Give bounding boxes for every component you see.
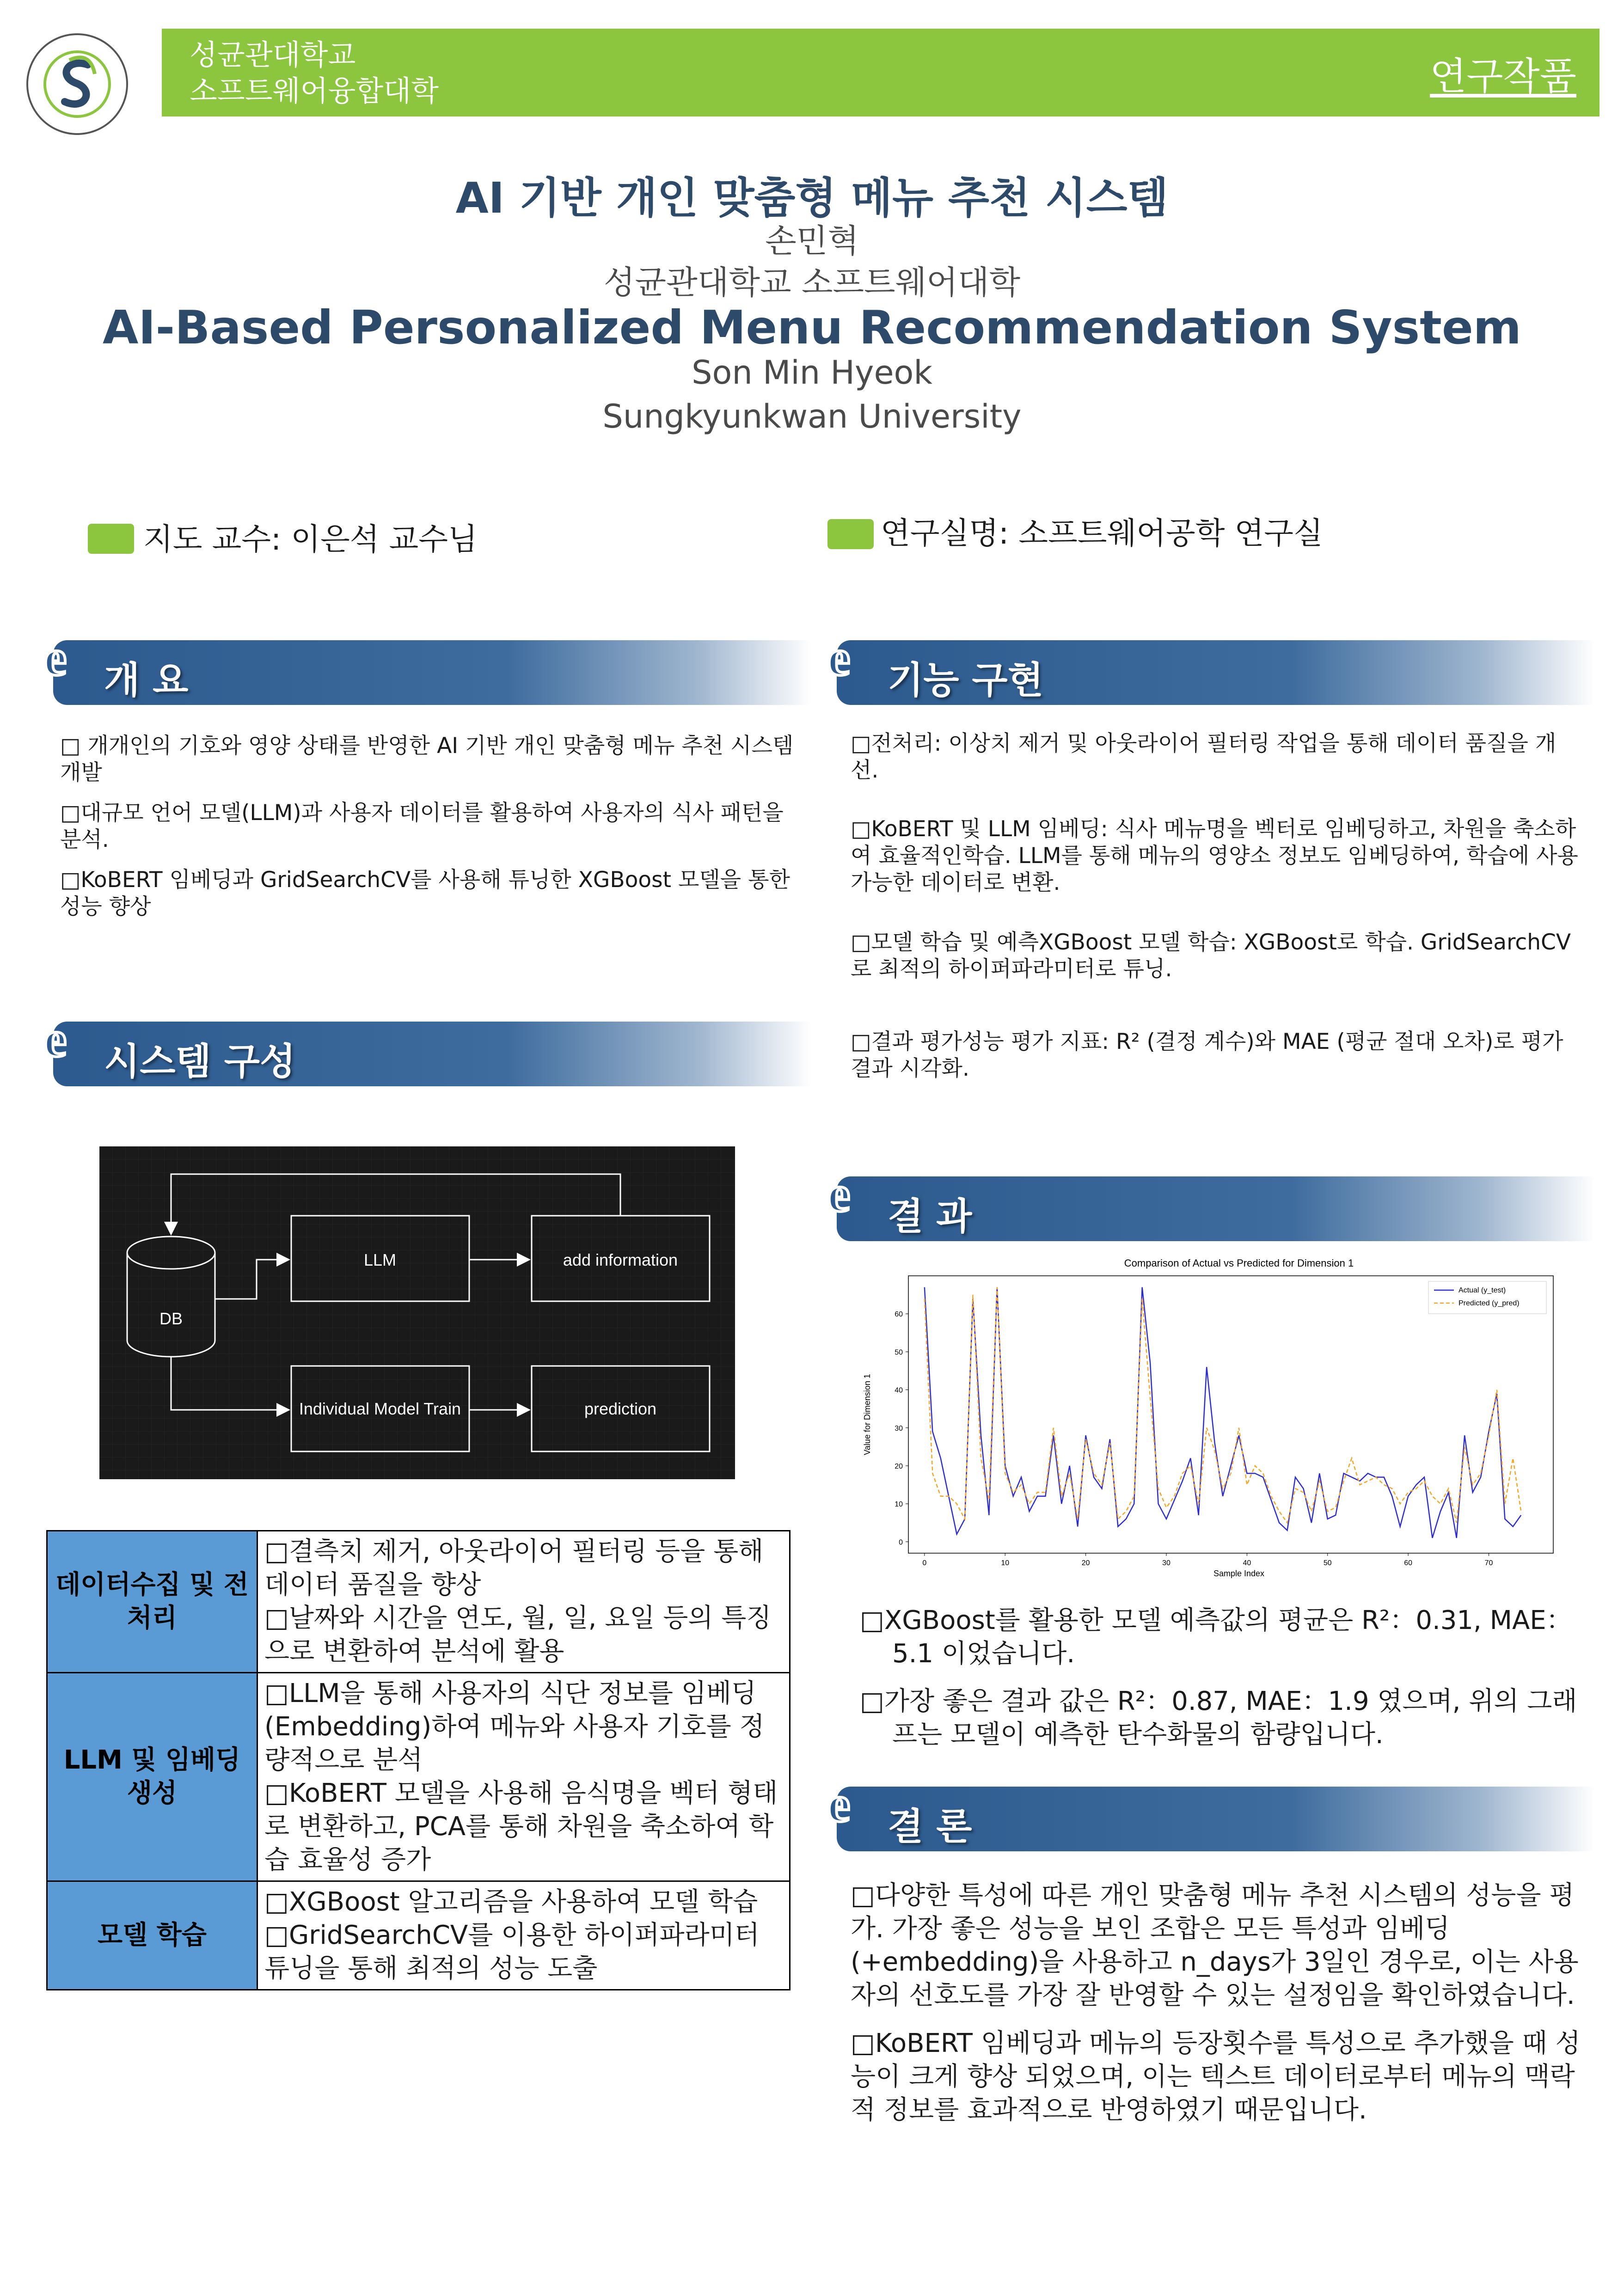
table-item: □결측치 제거, 아웃라이어 필터링 등을 통해 데이터 품질을 향상	[264, 1537, 764, 1600]
func-item-4: □결과 평가성능 평가 지표: R² (결정 계수)와 MAE (평균 절대 오차)로 평가결과 시각화.	[851, 1029, 1563, 1081]
section-title: 시스템 구성	[104, 1040, 296, 1083]
table-body-cell	[257, 1531, 790, 1673]
category-label: 연구작품	[1430, 55, 1576, 98]
func-item-2: □KoBERT 및 LLM 임베딩: 식사 메뉴명을 벡터로 임베딩하고, 차원을 축소하여 효율적인학습. LLM를 통해 메뉴의 영양소 정보도 임베딩하여, 학습에 사용 가능한 데이터로 변환.	[851, 816, 1578, 895]
y-tick-label: 60	[895, 1310, 903, 1319]
chart-title: Comparison of Actual vs Predicted for Dimension 1	[1124, 1257, 1354, 1269]
table-row	[47, 1531, 790, 1673]
table-head-cell: LLM 및 임베딩 생성	[47, 1673, 257, 1881]
overview-item-1: □ 개개인의 기호와 영양 상태를 반영한 AI 기반 개인 맞춤형 메뉴 추천 시스템 개발	[60, 733, 794, 785]
table-item: □XGBoost 알고리즘을 사용하여 모델 학습	[264, 1887, 758, 1917]
section-header-conclusion	[827, 1776, 1595, 1851]
advisor-text: 지도 교수: 이은석 교수님	[143, 521, 478, 557]
section-e-icon: e	[44, 1011, 67, 1067]
train-label: Individual Model Train	[299, 1399, 461, 1418]
x-tick-label: 20	[1081, 1559, 1090, 1567]
table-row	[47, 1673, 790, 1881]
legend-label: Predicted (y_pred)	[1459, 1299, 1520, 1307]
table-item: □LLM을 통해 사용자의 식단 정보를 임베딩(Embedding)하여 메뉴와 사용자 기호를 정량적으로 분석	[264, 1678, 765, 1775]
lab-text: 연구실명: 소프트웨어공학 연구실	[881, 515, 1323, 551]
x-tick-label: 60	[1404, 1559, 1413, 1567]
section-title: 개 요	[104, 659, 189, 702]
llm-label: LLM	[363, 1250, 397, 1269]
y-tick-label: 10	[895, 1500, 903, 1509]
chart-x-label: Sample Index	[1213, 1569, 1265, 1578]
table-item: □GridSearchCV를 이용한 하이퍼파라미터 튜닝을 통해 최적의 성능 도출	[264, 1920, 760, 1984]
x-tick-label: 0	[922, 1559, 927, 1567]
table-head-cell: 모델 학습	[47, 1881, 257, 1990]
college-name-line2: 소프트웨어융합대학	[190, 74, 439, 108]
table-body-cell	[257, 1673, 790, 1881]
conclusion-item-2: □KoBERT 임베딩과 메뉴의 등장횟수를 특성으로 추가했을 때 성능이 크게 향상 되었으며, 이는 텍스트 데이터로부터 메뉴의 맥락적 정보를 효과적으로 반영하였기 때문입니다.	[851, 2028, 1581, 2125]
section-header-results	[827, 1166, 1595, 1241]
legend-label: Actual (y_test)	[1459, 1286, 1506, 1294]
prediction-label: prediction	[584, 1399, 657, 1418]
university-logo	[25, 32, 129, 136]
lab-bullet	[827, 519, 874, 549]
author-korean: 손민혁	[765, 222, 859, 260]
table-row	[47, 1881, 790, 1990]
table-body-cell	[257, 1881, 790, 1990]
university-english: Sungkyunkwan University	[602, 398, 1022, 435]
overview-item-3: □KoBERT 임베딩과 GridSearchCV를 사용해 튜닝한 XGBoost 모델을 통한 성능 향상	[60, 867, 790, 919]
plot-frame	[908, 1276, 1553, 1553]
y-tick-label: 50	[895, 1348, 903, 1357]
section-header-system	[44, 1011, 811, 1086]
add-info-label: add information	[563, 1250, 678, 1269]
chart-legend	[1428, 1281, 1546, 1314]
result-item-1: □XGBoost를 활용한 모델 예측값의 평균은 R²：0.31, MAE：5.1 이었습니다.	[860, 1605, 1572, 1669]
conclusion-item-1: □다양한 특성에 따른 개인 맞춤형 메뉴 추천 시스템의 성능을 평가. 가장 좋은 성능을 보인 조합은 모든 특성과 임베딩(+embedding)을 사용하고 n_days가 3일인 경우로, 이는 사용자의 선호도를 가장 잘 반영할 수 있는 설정임을 확인하였습니다.	[851, 1880, 1579, 2010]
system-architecture-diagram	[99, 1146, 735, 1479]
y-tick-label: 30	[895, 1424, 903, 1433]
section-e-icon: e	[827, 1166, 850, 1222]
title-english: AI-Based Personalized Menu Recommendation System	[103, 300, 1521, 355]
section-header-overview	[44, 630, 811, 705]
results-line-chart	[841, 1248, 1567, 1581]
section-title: 결 과	[888, 1195, 972, 1238]
section-title: 기능 구현	[888, 659, 1043, 702]
table-head-cell: 데이터수집 및 전처리	[47, 1531, 257, 1673]
university-korean: 성균관대학교 소프트웨어대학	[603, 263, 1021, 301]
process-table	[46, 1530, 791, 1990]
db-label: DB	[159, 1309, 183, 1328]
table-item: □날짜와 시간을 연도, 월, 일, 요일 등의 특징으로 변환하여 분석에 활용	[264, 1603, 772, 1666]
advisor-bullet	[88, 524, 134, 554]
section-header-functions	[827, 630, 1595, 705]
header-bar	[162, 29, 1599, 116]
section-e-icon: e	[827, 1776, 850, 1832]
author-english: Son Min Hyeok	[692, 354, 932, 392]
college-name-line1: 성균관대학교	[190, 38, 356, 72]
x-tick-label: 10	[1001, 1559, 1010, 1567]
x-tick-label: 70	[1484, 1559, 1493, 1567]
section-e-icon: e	[827, 630, 850, 686]
x-tick-label: 50	[1323, 1559, 1332, 1567]
x-tick-label: 30	[1162, 1559, 1171, 1567]
func-item-3: □모델 학습 및 예측XGBoost 모델 학습: XGBoost로 학습. GridSearchCV로 최적의 하이퍼파라미터로 튜닝.	[851, 930, 1571, 982]
title-korean: AI 기반 개인 맞춤형 메뉴 추천 시스템	[455, 173, 1169, 223]
y-tick-label: 0	[899, 1538, 903, 1547]
func-item-1: □전처리: 이상치 제거 및 아웃라이어 필터링 작업을 통해 데이터 품질을 개선.	[851, 731, 1557, 783]
chart-y-label: Value for Dimension 1	[863, 1374, 872, 1455]
table-item: □KoBERT 모델을 사용해 음식명을 벡터 형태로 변환하고, PCA를 통해 차원을 축소하여 학습 효율성 증가	[264, 1778, 778, 1875]
result-item-2: □가장 좋은 결과 값은 R²：0.87, MAE：1.9 였으며, 위의 그래프는 모델이 예측한 탄수화물의 함량입니다.	[860, 1686, 1577, 1750]
section-title: 결 론	[888, 1805, 972, 1848]
section-e-icon: e	[44, 630, 67, 686]
overview-item-2: □대규모 언어 모델(LLM)과 사용자 데이터를 활용하여 사용자의 식사 패턴을 분석.	[60, 800, 784, 852]
y-tick-label: 20	[895, 1462, 903, 1470]
x-tick-label: 40	[1243, 1559, 1251, 1567]
y-tick-label: 40	[895, 1386, 903, 1395]
